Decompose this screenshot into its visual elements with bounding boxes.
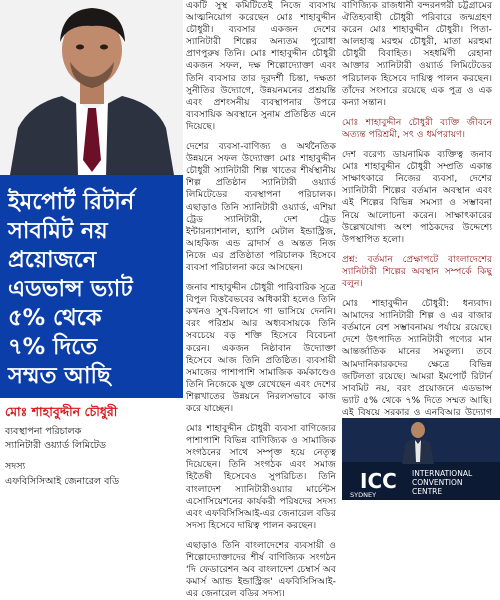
event-photo: [342, 418, 500, 500]
venue-line-2: CONVENTION: [412, 478, 463, 487]
headline: [8, 188, 178, 391]
venue-city: SYDNEY: [350, 491, 377, 499]
portrait-illustration: [0, 0, 183, 175]
byline-company: স্যানিটারী ওয়্যার্ড লিমিটেড: [5, 440, 106, 451]
article-question: প্রশ্ন: বর্তমান প্রেক্ষাপটে বাংলাদেশের স্যানিটারী শিল্পের অবস্থান সম্পর্কে কিছু বলুন।: [342, 253, 492, 289]
article-paragraph: বাণিজ্যিক রাজধানী বন্দরনগরী চট্টগ্রামের ঐতিহ্যবাহী চৌধুরী পরিবারে জন্মগ্রহণ করেন মোঃ শাহাবুদ্দীন চৌধুরী। পিতা-আলহাজ্ব মরহুম চৌধুরী, মাতা মরহুমা চৌধুরী বিবাহিত। সহধর্মিণী রেহানা আক্তার স্যানিটারী ওয়্যার্ড লিমিটেডের পরিচালক হিসেবে দায়িত্ব পালন করছেন। তাঁদের সংসারে রয়েছে এক পুত্র ও এক কন্যা সন্তান।: [342, 0, 492, 108]
article-column-right: [342, 0, 492, 418]
byline-org: এফবিসিসিআই জেনারেল বডি: [5, 476, 120, 487]
headline-line: ৭% দিতে: [8, 334, 98, 360]
headline-line: সম্মত আছি: [8, 363, 111, 389]
left-feature-panel: [0, 0, 183, 500]
headline-line: ৫% থেকে: [8, 305, 102, 331]
article-paragraph: দেশের ব্যবসা-বাণিজ্য ও অর্থনৈতিক উন্নয়নে সফল উদ্যোক্তা মোঃ শাহাবুদ্দীন চৌধুরী স্যানিটারী শিল্প খাতের শীর্ষস্থানীয় শিল্প প্রতিষ্ঠান স্যানিটারী ওয়্যার্ড লিমিটেডের ব্যবস্থাপনা পরিচালক। এছাড়াও তিনি স্যানিটারী ওয়্যার্ড, এশিয়া ট্রেড স্যানিটারী, দেশ ট্রেড ইন্টারন্যাশনাল, হ্যাপি মেটাল ইন্ডাস্ট্রিজ, আহকিজ এন্ড ব্রাদার্স ও অন্তত নিজ নিজে এর প্রতিষ্ঠাতা পরিচালক হিসেবে ব্যবসা পরিচালনা করে আসছেন।: [186, 141, 336, 273]
article-paragraph: একটি সুস্থ কমিটিতেই নিজে ব্যবসায় আত্মনিয়োগ করেছেন মোঃ শাহাবুদ্দীন চৌধুরী। ব্যবসার একজন দেশের স্যানিটারী শিল্পের অন্যতম পুরোধা প্রাণপুরুষ তিনি। মোঃ শাহাবুদ্দীন চৌধুরী একজন সফল, দক্ষ শিল্পোদ্যোক্তা এবং তিনি ব্যবসার তার দূরদর্শী চিন্তা, দক্ষতা সুনীতির উদ্যোগে, উন্নয়নমনের প্রশ্রয়ন্তি এবং প্রশংসনীয় ব্যবস্থাপনার উপরে ব্যবসায়িক অবস্থানে সুনাম প্রতিষ্ঠিত এনে দিয়েছে।: [186, 0, 336, 132]
article-paragraph: দেশ বরেণ্য ডায়নামিক ব্যক্তিত্ব জনাব মোঃ শাহাবুদ্দীন চৌধুরী সম্প্রতি একান্ত সাক্ষাৎকারে নিজের ব্যবসা, দেশের স্যানিটারী শিল্পের বর্তমান অবস্থান এবং এই শিল্পের বিভিন্ন সমস্যা ও সম্ভাবনা নিয়ে আলোচনা করেন। সাক্ষাৎকারের উল্লেখযোগ্য অংশ পাঠকদের উদ্দেশ্যে উপস্থাপিত হলো।: [342, 149, 492, 245]
venue-line-3: CENTRE: [412, 487, 443, 496]
headline-line: প্রয়োজনে: [8, 247, 97, 273]
article-paragraph: জনাব শাহাবুদ্দীন চৌধুরী পারিবারিক সূত্রে বিপুল বিত্তবৈভবের অধিকারী হলেও তিনি কখনও সুখ-বিলাসে গা ভাসিয়ে দেননি। বরং পরিশ্রম আর অধ্যবসায়কে তিনি সবচেয়ে বড় শক্তি হিসেবে বিবেচনা করেন। একজন নিষ্ঠাবান উদ্যোক্তা হিসেবে আজ তিনি প্রতিষ্ঠিত। ব্যবসায়ী সমাজের পাশাপাশি সামাজিক কর্মকাণ্ডেও তিনি নিজেকে যুক্ত রেখেছেন এবং দেশের শিল্পখাতের উন্নয়নে নিরলসভাবে কাজ করে যাচ্ছেন।: [186, 282, 336, 414]
article-paragraph: মোঃ শাহাবুদ্দীন চৌধুরী: ধন্যবাদ। আমাদের স্যানিটারী শিল্প ও এর বাজার বর্তমানে বেশ সম্ভাবনাময় পর্যায়ে রয়েছে। দেশে উৎপাদিত স্যানিটারী পণ্যের মান আন্তর্জাতিক মানের সমতুল্য। তবে আমদানিকারকদের ক্ষেত্রে বিভিন্ন জটিলতা রয়েছে। আমরা ইমপোর্ট রিটার্ন সাবমিট নয়, বরং প্রয়োজনে এডভান্স ভ্যাট ৫% থেকে ৭% দিতে সম্মত আছি। এই বিষয়ে সরকার ও এনবিআর উদ্যোগ: [342, 298, 492, 418]
icc-logo: ICC: [360, 469, 397, 493]
byline-box: [0, 398, 183, 500]
venue-line-1: INTERNATIONAL: [412, 469, 473, 478]
article-column-middle: [186, 0, 336, 600]
event-photo-illustration: [342, 418, 500, 500]
headline-line: ইমপোর্ট রিটার্ন: [8, 189, 135, 215]
article-paragraph: এছাড়াও তিনি বাংলাদেশের ব্যবসায়ী ও শিল্পোদ্যোক্তাদের শীর্ষ বাণিজ্যিক সংগঠন 'দি ফেডারেশন অব বাংলাদেশ চেম্বার্স অব কমার্স অ্যান্ড ইন্ডাস্ট্রিজ' এফবিসিসিআই-এর জেনারেল বডির সদস্য।: [186, 539, 336, 600]
byline-role: সদস্য: [5, 461, 26, 472]
headline-line: সাবমিট নয়: [8, 218, 108, 244]
article-subhead: মোঃ শাহাবুদ্দীন চৌধুরী ব্যক্তি জীবনে অত্যন্ত পরিশ্রমী, সৎ ও ধর্মপরায়ণ।: [342, 116, 492, 140]
byline-name: মোঃ শাহাবুদ্দীন চৌধুরী: [5, 404, 118, 419]
portrait-photo: [0, 0, 183, 175]
byline-title: ব্যবস্থাপনা পরিচালক: [5, 426, 82, 437]
article-paragraph: মোঃ শাহাবুদ্দীন চৌধুরী ব্যবসা বাণিজ্যের পাশাপাশি বিভিন্ন বাণিজ্যিক ও সামাজিক সংগঠনের সাথে সম্পৃক্ত হয়ে নেতৃত্ব দিয়েছেন। তিনি সংগঠক এবং সমাজ হিতৈষী হিসেবেও সুপরিচিত। তিনি বাংলাদেশ স্যানিটারীওয়্যার মার্চেন্টস এসোসিয়েশনের কার্যকরী পরিষদের সদস্য এবং এফবিসিসিআই-এর জেনারেল বডির সদস্য হিসেবে দায়িত্ব পালন করছেন।: [186, 423, 336, 531]
headline-line: এডভান্স ভ্যাট: [8, 276, 133, 302]
